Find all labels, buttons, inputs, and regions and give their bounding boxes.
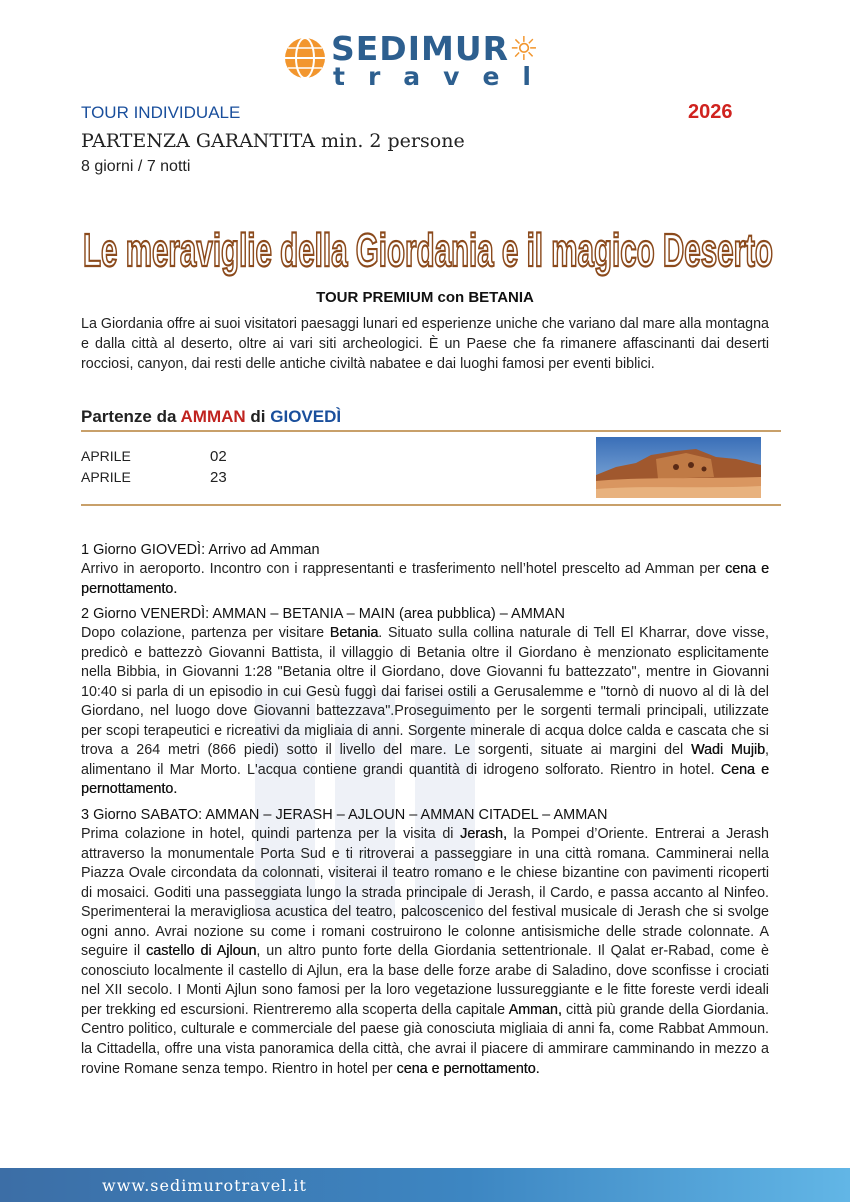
globe-icon <box>283 36 327 80</box>
itinerary-day-2 <box>81 604 769 800</box>
guarantee-line: PARTENZA GARANTITA min. 2 persone <box>81 130 465 152</box>
subtitle: TOUR PREMIUM con BETANIA <box>316 289 534 306</box>
departures-heading <box>81 407 341 427</box>
desert-photo <box>596 437 761 498</box>
day-heading: 2 Giorno VENERDÌ: AMMAN – BETANIA – MAIN (area pubblica) – AMMAN <box>81 606 566 623</box>
brand-name: SEDIMUR☼ <box>331 29 540 68</box>
day-description <box>81 825 769 1079</box>
day-highlight: Amman, <box>508 1001 562 1018</box>
divider-top <box>81 430 781 432</box>
date-day: 23 <box>210 469 227 486</box>
day-description <box>81 560 769 599</box>
date-month: APRILE <box>81 469 131 485</box>
day-highlight: castello di Ajloun <box>146 943 257 960</box>
day-highlight: cena e pernottamento. <box>396 1060 540 1077</box>
day-highlight: cena e pernottamento. <box>81 561 769 597</box>
departure-dates <box>81 446 227 488</box>
duration-line: 8 giorni / 7 notti <box>81 158 191 175</box>
itinerary <box>81 540 769 1084</box>
itinerary-day-3 <box>81 805 769 1079</box>
day-description <box>81 624 769 800</box>
page-title <box>78 214 778 284</box>
day-text: . Situato sulla collina naturale di Tell El Kharrar, dove visse, predicò e battezzò Giovanni Battista, il villaggio di Betania oltre il Giordano è menzionato esplicitamente nella Bibbia, in Giovanni 1:28 "Betania oltre il Giordano, dove Giovanni fu battezzato", mentre in Giovanni 10:40 si parla di un episodio in cui Gesù fuggì dai farisei ostili a Gerusalemme e "tornò di nuovo al di là del Giordano, nel luogo dove Giovanni battezzava".Proseguimento per le sorgenti termali principali, utilizzate per scopi terapeutici e ricreativi da migliaia di anni. Sorgente minerale di acqua dolce calda e cascata che si trova a 264 metri (866 piedi) sotto il livello del mare. Le sorgenti, situate ai margini del <box>81 625 769 759</box>
departure-city: AMMAN <box>180 407 246 426</box>
day-text: , un altro punto forte della Giordania settentrionale. Il Qalat er-Rabad, come è conosciuto localmente il castello di Ajlun, era la base delle forze arabe di Saladino, dove sconfisse i crociati nel XII secolo. I Monti Ajlun sono famosi per la loro vegetazione lussureggiante e le fitte foreste verdi ideali per trekking ed escursioni. Rientreremo alla scoperta della capitale <box>81 943 769 1018</box>
date-month: APRILE <box>81 448 131 464</box>
day-heading: 3 Giorno SABATO: AMMAN – JERASH – AJLOUN – AMMAN CITADEL – AMMAN <box>81 807 608 824</box>
day-text: Arrivo in aeroporto. Incontro con i rappresentanti e trasferimento nell’hotel prescelto ad Amman per <box>81 561 726 577</box>
date-day: 02 <box>210 448 227 465</box>
tour-year: 2026 <box>688 101 733 123</box>
tour-type: TOUR INDIVIDUALE <box>81 103 241 122</box>
intro-paragraph: La Giordania offre ai suoi visitatori paesaggi lunari ed esperienze uniche che variano dal mare alla montagna e dalla città al deserto, oltre ai vari siti archeologici. È un Paese che fa rimanere affascinanti dai deserti rocciosi, canyon, dai resti delle antiche civiltà nabatee e dai luoghi famosi per eventi biblici. <box>81 316 769 372</box>
day-heading: 1 Giorno GIOVEDÌ: Arrivo ad Amman <box>81 542 320 558</box>
departures-prefix: Partenze da <box>81 407 181 426</box>
day-text: Dopo colazione, partenza per visitare <box>81 625 330 642</box>
day-text: la Pompei d’Oriente. Entrerai a Jerash attraverso la monumentale Porta Sud e ti ritroverai a passeggiare in una città romana. Camminerai nella Piazza Ovale circondata da colonnati, visiterai il teatro romano e le chiese bizantine con pavimenti ricoperti di mosaici. Goditi una passeggiata lungo la strada principale di Jerash, il Cardo, e passa accanto al Ninfeo. Sperimenterai la meravigliosa acustica del teatro, palcoscenico del festival musicale di Jerash che si svolge ogni anno. Avrai nozione su come i romani costruirono le colonne antisismiche delle strade colonnate. A seguire il <box>81 826 769 960</box>
website-link[interactable]: www.sedimurotravel.it <box>102 1176 307 1195</box>
day-highlight: Betania <box>329 625 379 642</box>
day-text: città più grande della Giordania. Centro politico, culturale e commerciale del paese già conosciuta migliaia di anni fa, come Rabbat Ammoun. la Cittadella, offre una vista panoramica della città, che avrai il piacere di ammirare camminando in mezzo a rovine Romane senza tempo. Rientro in hotel per <box>81 1001 769 1077</box>
page-title-text: Le meraviglie della Giordania e il magico Deserto <box>83 224 773 276</box>
swirl-icon: ☼ <box>509 29 540 68</box>
day-highlight: Cena e pernottamento. <box>81 761 769 798</box>
day-highlight: Jerash, <box>460 826 507 843</box>
departure-weekday: GIOVEDÌ <box>270 407 342 426</box>
date-row <box>81 467 227 488</box>
divider-bottom <box>81 504 781 506</box>
departures-middle: di <box>245 407 271 426</box>
day-text: , alimentano il Mar Morto. L'acqua contiene grandi quantità di idrogeno solforato. Rientro in hotel. <box>81 742 769 778</box>
day-highlight: Wadi Mujib <box>691 742 766 759</box>
itinerary-day-1 <box>81 540 769 599</box>
footer-bar <box>0 1168 850 1202</box>
brand-logo <box>283 29 583 91</box>
brand-sub: travel <box>333 62 554 91</box>
date-row <box>81 446 227 467</box>
day-text: Prima colazione in hotel, quindi partenza per la visita di <box>81 826 461 843</box>
